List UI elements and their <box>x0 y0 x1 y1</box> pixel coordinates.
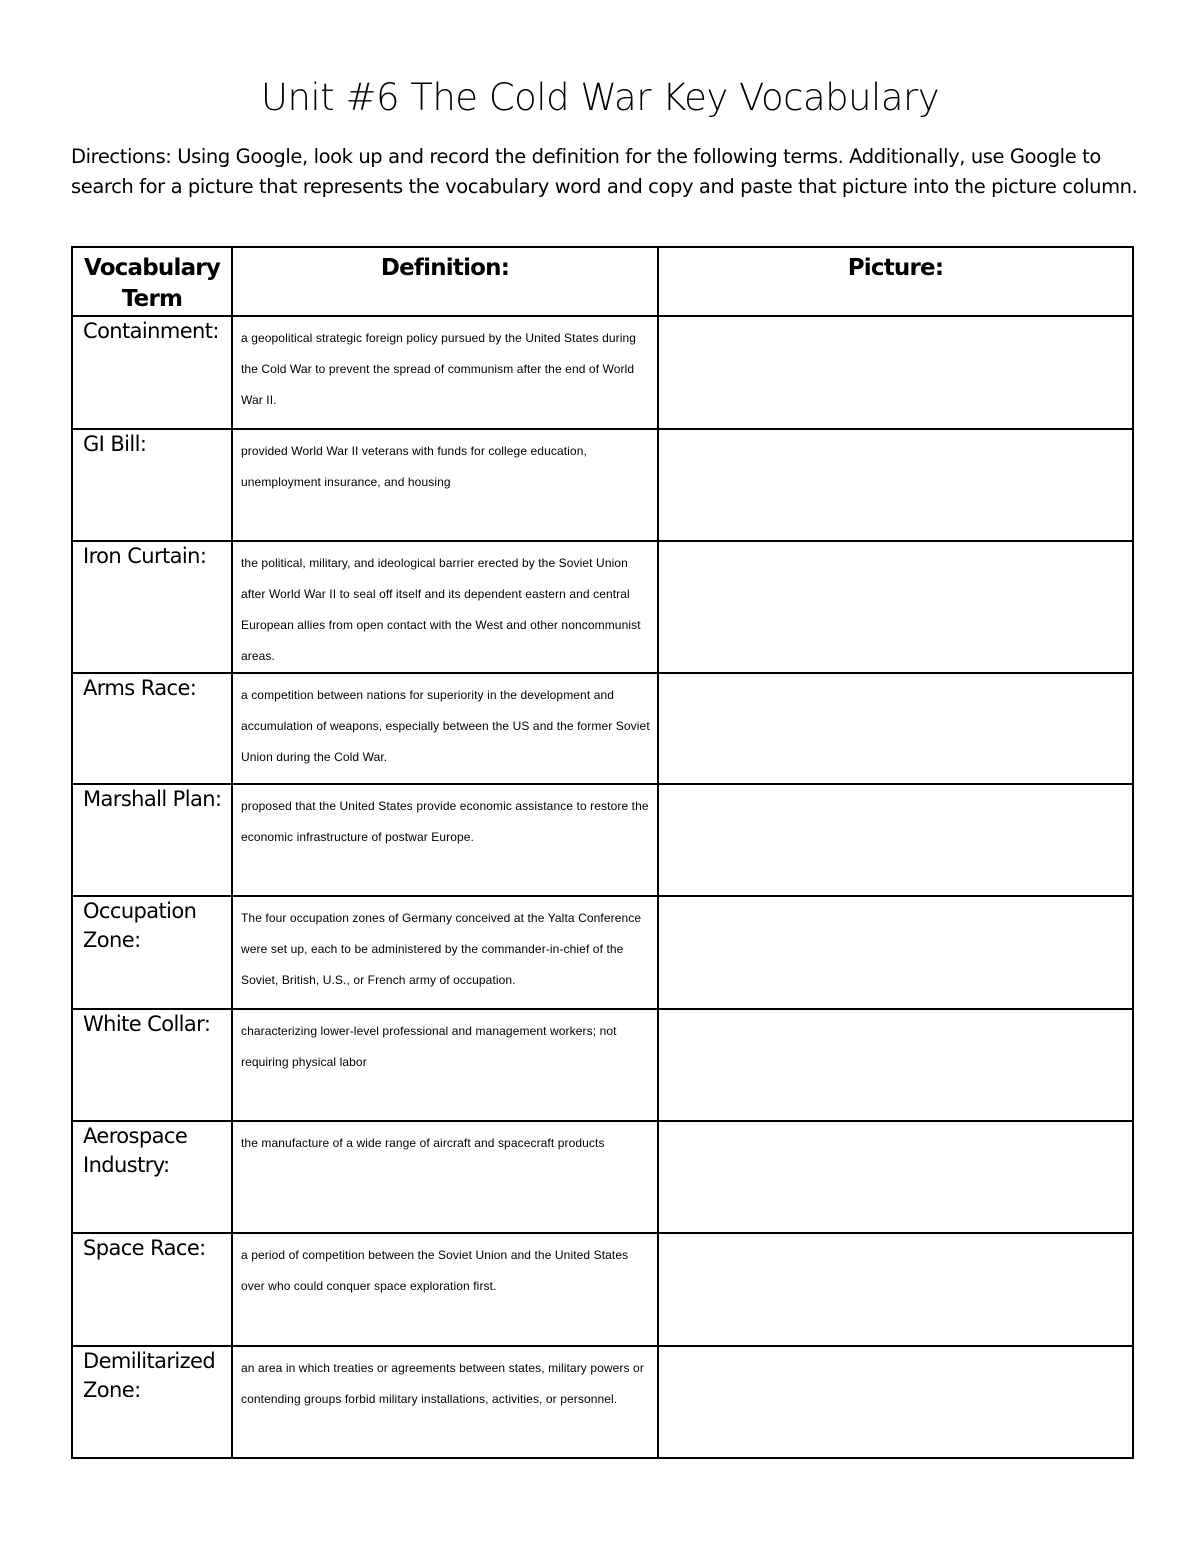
table-row <box>72 896 1133 1009</box>
term-cell: Containment: <box>72 316 232 429</box>
definition-cell: provided World War II veterans with funds for college education, unemployment insurance, and housing <box>232 429 658 541</box>
definition-cell: the political, military, and ideological barrier erected by the Soviet Union after World War II to seal off itself and its dependent eastern and central European allies from open contact with the West and other noncommunist areas. <box>232 541 658 673</box>
header-definition: Definition: <box>232 247 658 316</box>
term-cell: GI Bill: <box>72 429 232 541</box>
page-title: Unit #6 The Cold War Key Vocabulary <box>260 76 940 119</box>
vocabulary-table <box>71 246 1134 1459</box>
definition-cell: The four occupation zones of Germany conceived at the Yalta Conference were set up, each to be administered by the commander-in-chief of the Soviet, British, U.S., or French army of occupation. <box>232 896 658 1009</box>
table-row <box>72 1233 1133 1346</box>
term-cell: Aerospace Industry: <box>72 1121 232 1233</box>
definition-cell: a geopolitical strategic foreign policy pursued by the United States during the Cold War to prevent the spread of communism after the end of World War II. <box>232 316 658 429</box>
header-picture: Picture: <box>658 247 1133 316</box>
term-cell: Occupation Zone: <box>72 896 232 1009</box>
term-cell: Iron Curtain: <box>72 541 232 673</box>
table-row <box>72 1009 1133 1121</box>
table-row <box>72 1121 1133 1233</box>
table-row <box>72 316 1133 429</box>
picture-cell <box>658 1009 1133 1121</box>
table-row <box>72 1346 1133 1458</box>
picture-cell <box>658 429 1133 541</box>
term-cell: Space Race: <box>72 1233 232 1346</box>
term-cell: Arms Race: <box>72 673 232 784</box>
definition-cell: characterizing lower-level professional and management workers; not requiring physical labor <box>232 1009 658 1121</box>
header-vocabulary-term: Vocabulary Term <box>72 247 232 316</box>
definition-cell: a period of competition between the Soviet Union and the United States over who could conquer space exploration first. <box>232 1233 658 1346</box>
definition-cell: an area in which treaties or agreements between states, military powers or contending groups forbid military installations, activities, or personnel. <box>232 1346 658 1458</box>
table-row <box>72 784 1133 896</box>
table-row <box>72 673 1133 784</box>
picture-cell <box>658 1233 1133 1346</box>
term-cell: White Collar: <box>72 1009 232 1121</box>
picture-cell <box>658 896 1133 1009</box>
picture-cell <box>658 1121 1133 1233</box>
table-row <box>72 541 1133 673</box>
definition-cell: a competition between nations for superiority in the development and accumulation of weapons, especially between the US and the former Soviet Union during the Cold War. <box>232 673 658 784</box>
definition-cell: the manufacture of a wide range of aircraft and spacecraft products <box>232 1121 658 1233</box>
term-cell: Marshall Plan: <box>72 784 232 896</box>
directions-text: Directions: Using Google, look up and record the definition for the following terms. Additionally, use Google to search for a picture that represents the vocabulary word and copy and paste that picture into the picture column. <box>71 145 1138 198</box>
term-cell: Demilitarized Zone: <box>72 1346 232 1458</box>
table-header-row <box>72 247 1133 316</box>
picture-cell <box>658 1346 1133 1458</box>
picture-cell <box>658 541 1133 673</box>
picture-cell <box>658 316 1133 429</box>
table-row <box>72 429 1133 541</box>
picture-cell <box>658 784 1133 896</box>
picture-cell <box>658 673 1133 784</box>
definition-cell: proposed that the United States provide economic assistance to restore the economic infrastructure of postwar Europe. <box>232 784 658 896</box>
